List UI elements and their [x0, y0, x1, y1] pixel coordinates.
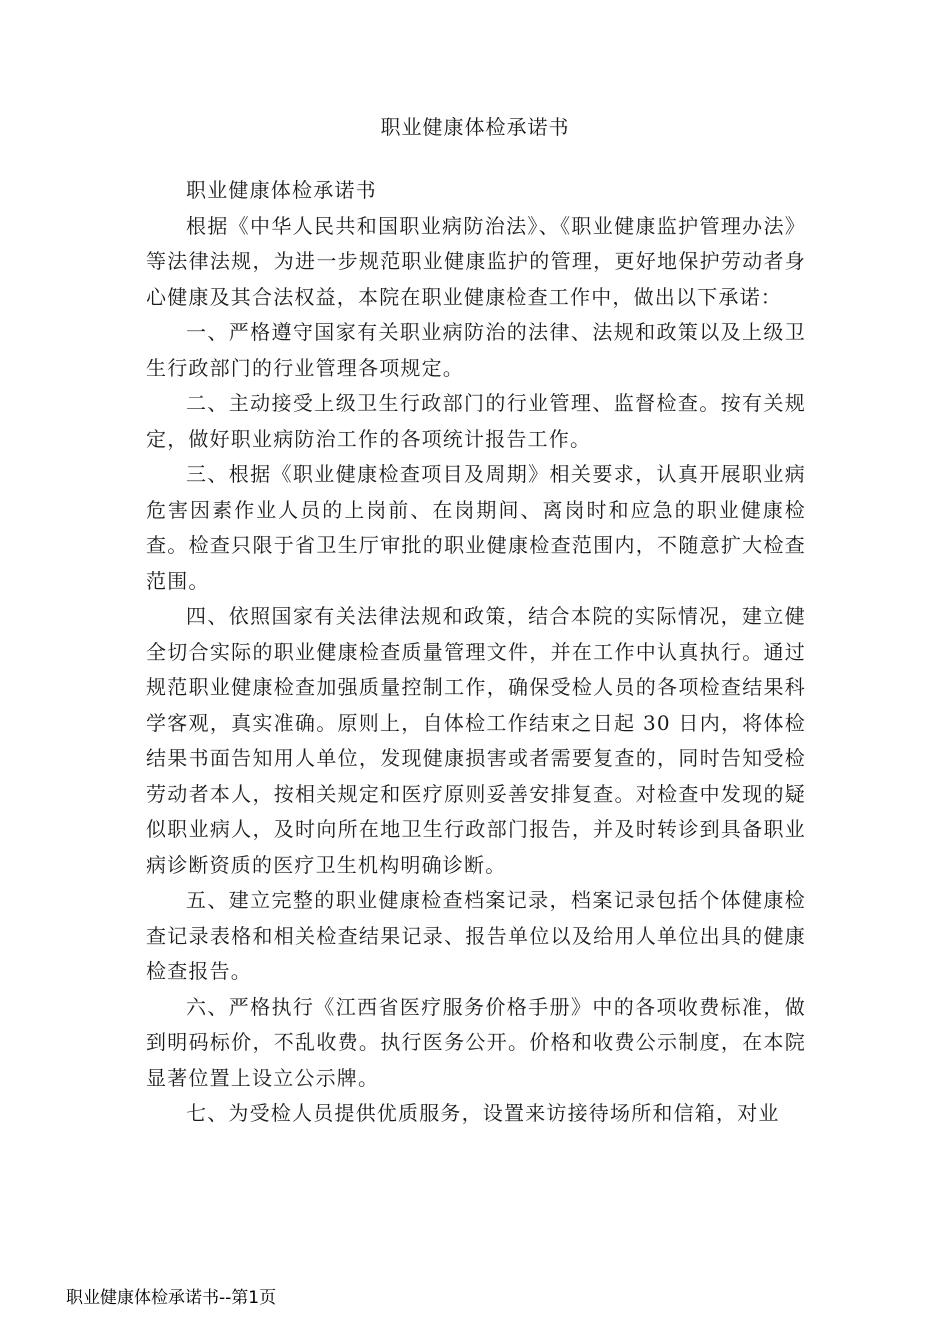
paragraph-item-5: 五、建立完整的职业健康检查档案记录，档案记录包括个体健康检查记录表格和相关检查结果记录、报告单位以及给用人单位出具的健康检查报告。	[146, 888, 806, 983]
paragraph-heading: 职业健康体检承诺书	[186, 178, 377, 202]
paragraph-item-6: 六、严格执行《江西省医疗服务价格手册》中的各项收费标准，做到明码标价，不乱收费。执行医务公开。价格和收费公示制度，在本院显著位置上设立公示牌。	[146, 994, 806, 1090]
page-footer: 职业健康体检承诺书--第1页	[66, 1288, 277, 1308]
paragraph-item-3: 三、根据《职业健康检查项目及周期》相关要求，认真开展职业病危害因素作业人员的上岗前、在岗期间、离岗时和应急的职业健康检查。检查只限于省卫生厅审批的职业健康检查范围内，不随意扩大检查范围。	[146, 462, 806, 593]
document-title: 职业健康体检承诺书	[380, 115, 570, 139]
paragraph-item-4: 四、依照国家有关法律法规和政策，结合本院的实际情况，建立健全切合实际的职业健康检查质量管理文件，并在工作中认真执行。通过规范职业健康检查加强质量控制工作，确保受检人员的各项检查结果科学客观，真实准确。原则上，自体检工作结束之日起 30 日内，将体检结果书面告知用人单位，发现健康损害或者需要复查的，同时告知受检劳动者本人，按相关规定和医疗原则妥善安排复查。对检查中发现的疑似职业病人，及时向所在地卫生行政部门报告，并及时转诊到具备职业病诊断资质的医疗卫生机构明确诊断。	[146, 604, 806, 877]
paragraph-intro: 根据《中华人民共和国职业病防治法》、《职业健康监护管理办法》等法律法规，为进一步规范职业健康监护的管理，更好地保护劳动者身心健康及其合法权益，本院在职业健康检查工作中，做出以下承诺：	[146, 213, 806, 309]
paragraph-item-1: 一、严格遵守国家有关职业病防治的法律、法规和政策以及上级卫生行政部门的行业管理各项规定。	[146, 320, 806, 380]
document-body	[146, 173, 806, 1132]
paragraph-item-2: 二、主动接受上级卫生行政部门的行业管理、监督检查。按有关规定，做好职业病防治工作的各项统计报告工作。	[146, 391, 806, 451]
paragraph-item-7: 七、为受检人员提供优质服务，设置来访接待场所和信箱，对业	[186, 1101, 780, 1125]
